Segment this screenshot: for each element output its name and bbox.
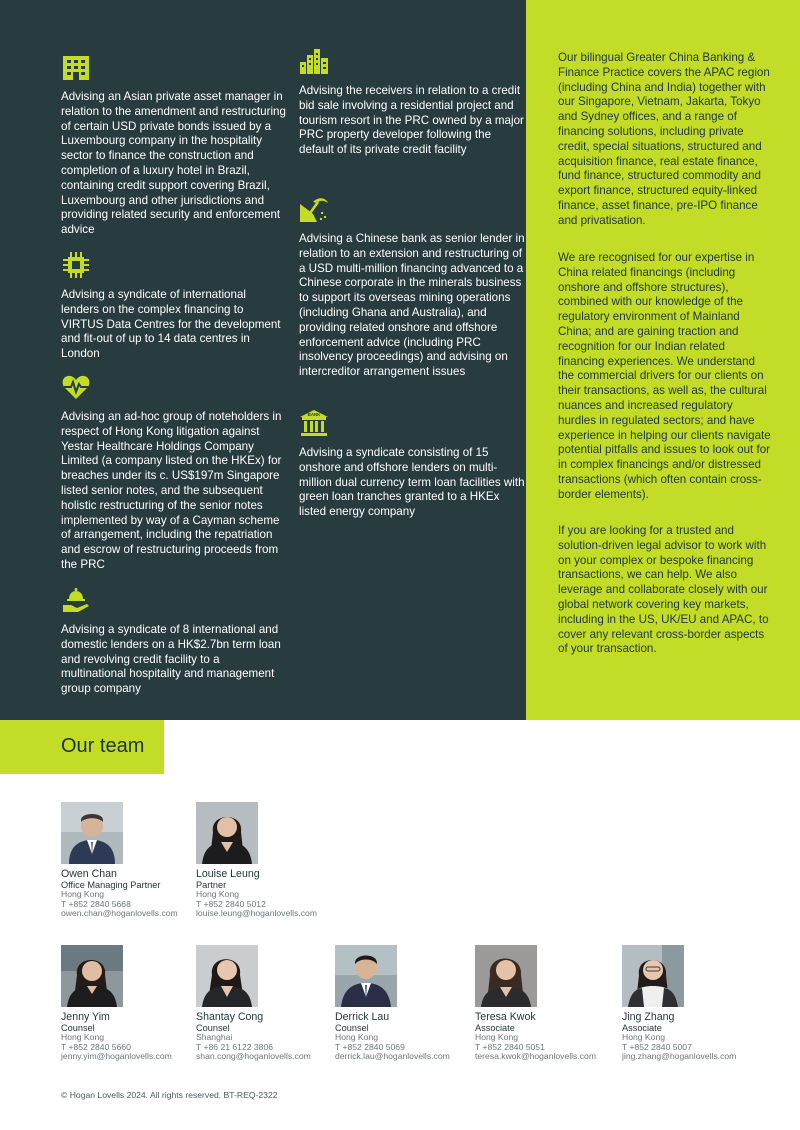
member-office: Shanghai <box>196 1032 233 1042</box>
member-email[interactable]: jenny.yim@hoganlovells.com <box>61 1051 172 1062</box>
member-email[interactable]: derrick.lau@hoganlovells.com <box>335 1051 450 1062</box>
case-text: Advising the receivers in relation to a credit bid sale involving a residential project and tourism resort in the PRC owned by a major PRC property developer following the default of its private credit facility <box>299 84 524 157</box>
member-photo <box>475 945 537 1007</box>
member-photo <box>196 802 258 864</box>
member-office: Hong Kong <box>622 1032 666 1042</box>
case-study <box>299 194 525 380</box>
member-office: Hong Kong <box>61 889 105 899</box>
member-office: Hong Kong <box>475 1032 519 1042</box>
team-member-card <box>335 945 475 1062</box>
member-office: Hong Kong <box>335 1032 379 1042</box>
member-phone: T +852 2840 5668 <box>61 898 131 909</box>
member-name: Teresa Kwok <box>475 1011 536 1023</box>
member-role: Associate <box>475 1023 515 1033</box>
member-phone: T +852 2840 5051 <box>475 1041 545 1052</box>
case-text: Advising an ad-hoc group of noteholders in respect of Hong Kong litigation against Yestar Healthcare Holdings Company Limited (a company listed on the HKEx) for breaches under its c. US$197m Singapore listed senior notes, and the subsequent holistic restructuring of the senior notes implemented by way of a Cayman scheme of arrangement, including the repatriation and escrow of restructuring proceeds from the PRC <box>61 410 282 571</box>
team-member-card <box>61 945 201 1062</box>
case-text: Advising a syndicate of international lenders on the complex financing to VIRTUS Data Centres for the development and fit-out of up to 14 data centres in London <box>61 288 281 361</box>
member-role: Counsel <box>335 1023 369 1033</box>
member-name: Jing Zhang <box>622 1011 675 1023</box>
member-role: Counsel <box>61 1023 95 1033</box>
intro-paragraph: If you are looking for a trusted and solution-driven legal advisor to work with on your complex or bespoke financing transactions, we can help. We also leverage and collaborate closely with our global network covering key markets, including in the US, UK/EU and APAC, to cover any relevant cross-border aspects of your transaction. <box>558 524 769 656</box>
member-name: Owen Chan <box>61 868 117 880</box>
member-name: Shantay Cong <box>196 1011 264 1023</box>
team-member-card <box>475 945 615 1062</box>
member-phone: T +86 21 6122 3806 <box>196 1041 274 1052</box>
member-photo <box>335 945 397 1007</box>
member-email[interactable]: shan.cong@hoganlovells.com <box>196 1051 311 1062</box>
case-text: Advising a Chinese bank as senior lender in relation to an extension and restructuring of a USD multi-million financing advanced to a Chinese corporate in the minerals business to support its overseas mining operations (including Ghana and Australia), and providing related onshore and offshore enforcement advice (including PRC insolvency proceedings) and advising on intercreditor arrangement issues <box>299 232 525 379</box>
healthcare-heart-icon <box>61 372 91 402</box>
member-role: Counsel <box>196 1023 230 1033</box>
member-name: Derrick Lau <box>335 1011 390 1023</box>
team-member-card <box>61 802 201 919</box>
svg-text:BANK: BANK <box>307 412 321 417</box>
member-role: Partner <box>196 880 227 890</box>
member-email[interactable]: teresa.kwok@hoganlovells.com <box>475 1051 596 1062</box>
case-study <box>61 52 287 238</box>
mining-pickaxe-icon <box>299 194 329 224</box>
case-study <box>299 408 525 520</box>
member-office: Hong Kong <box>61 1032 105 1042</box>
member-phone: T +852 2840 5012 <box>196 898 266 909</box>
member-name: Louise Leung <box>196 868 260 880</box>
case-study <box>61 250 287 362</box>
intro-paragraph: Our bilingual Greater China Banking & Finance Practice covers the APAC region (including China and India) together with our Singapore, Vietnam, Jakarta, Tokyo and Sydney offices, and a range of financing solutions, including private credit, special situations, structured and acquisition finance, real estate finance, fund finance, structured commodity and export finance, structured equity-linked finance, asset finance, pre-IPO finance and privatisation. <box>558 51 770 227</box>
copyright-footer: © Hogan Lovells 2024. All rights reserved. BT-REQ-2322 <box>61 1090 278 1100</box>
team-member-card <box>196 945 336 1062</box>
member-photo <box>196 945 258 1007</box>
member-role: Associate <box>622 1023 662 1033</box>
member-photo <box>61 945 123 1007</box>
member-role: Office Managing Partner <box>61 880 161 890</box>
hotel-building-icon <box>61 52 91 82</box>
member-email[interactable]: louise.leung@hoganlovells.com <box>196 908 317 919</box>
case-study <box>299 46 525 158</box>
bank-icon <box>299 408 329 438</box>
member-phone: T +852 2840 5660 <box>61 1041 131 1052</box>
member-phone: T +852 2840 5069 <box>335 1041 405 1052</box>
case-text: Advising an Asian private asset manager in relation to the amendment and restructuring of certain USD private bonds issued by a Luxembourg company in the hospitality sector to finance the construction and completion of a luxury hotel in Brazil, containing credit support covering Brazil, Luxembourg and other jurisdictions and providing related security and enforcement advice <box>61 90 286 237</box>
member-email[interactable]: owen.chan@hoganlovells.com <box>61 908 178 919</box>
member-photo <box>622 945 684 1007</box>
intro-paragraph: We are recognised for our expertise in China related financings (including onshore and offshore structures), combined with our knowledge of the regulatory environment of Mainland China; and are gaining traction and recognition for our Indian related financing experiences. We understand the commercial drivers for our clients on their transactions, as well as, the cultural nuances and increased regulatory hurdles in regulated sectors; and have experience in helping our clients navigate potential pitfalls and issues to look out for in complex financings and/or distressed transactions (which often contain cross-border elements). <box>558 251 771 501</box>
member-name: Jenny Yim <box>61 1011 110 1023</box>
team-member-card <box>622 945 762 1062</box>
team-member-card <box>196 802 336 919</box>
case-study <box>61 372 287 573</box>
case-text: Advising a syndicate of 8 international and domestic lenders on a HK$2.7bn term loan and revolving credit facility to a multinational hospitality and management group company <box>61 623 281 696</box>
member-email[interactable]: jing.zhang@hoganlovells.com <box>622 1051 737 1062</box>
case-study <box>61 585 287 697</box>
member-photo <box>61 802 123 864</box>
microchip-icon <box>61 250 91 280</box>
member-office: Hong Kong <box>196 889 240 899</box>
member-phone: T +852 2840 5007 <box>622 1041 692 1052</box>
case-text: Advising a syndicate consisting of 15 onshore and offshore lenders on multi-million dual currency term loan facilities with green loan tranches granted to a HKEx listed energy company <box>299 446 525 519</box>
team-section-title: Our team <box>61 735 145 757</box>
city-skyline-icon <box>299 46 329 76</box>
hospitality-service-icon <box>61 585 91 615</box>
